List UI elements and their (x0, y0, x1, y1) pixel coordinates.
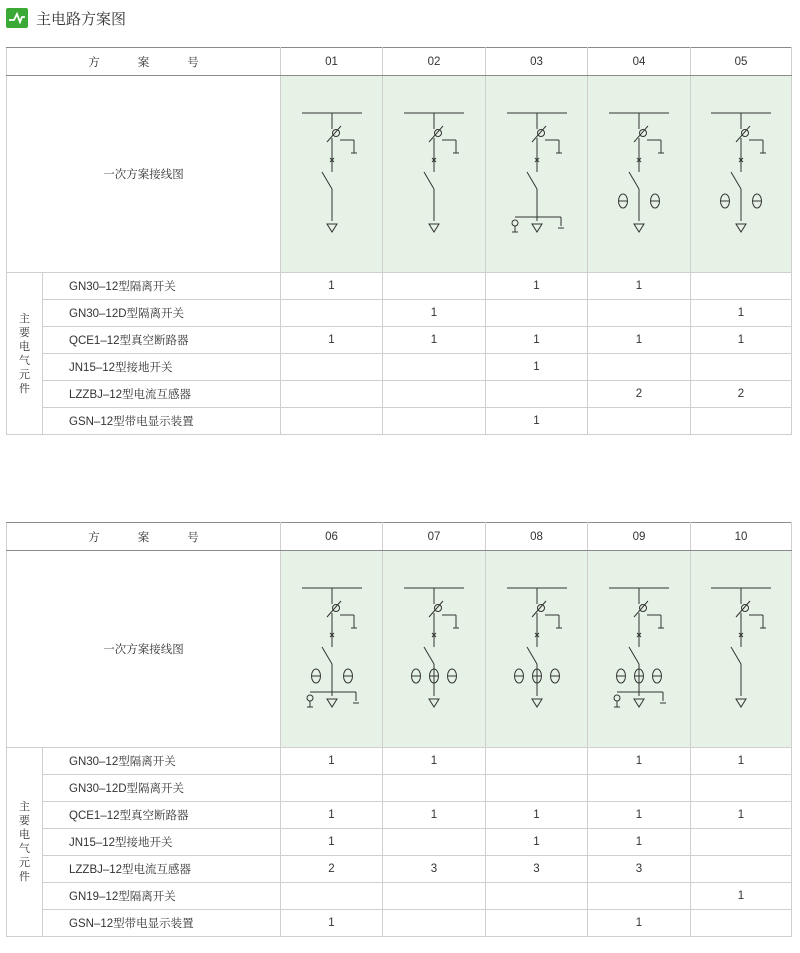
group-label-char: 件 (19, 871, 30, 883)
component-group-label (7, 273, 43, 435)
component-qty: 1 (383, 802, 486, 829)
component-qty (691, 273, 792, 300)
component-qty (486, 300, 588, 327)
wiring-diagram-cell (486, 551, 588, 748)
group-label-char: 气 (19, 843, 30, 855)
label-char: 号 (187, 56, 237, 69)
group-label-char: 气 (19, 354, 30, 367)
label-char: 号 (187, 531, 237, 544)
component-qty: 1 (281, 802, 383, 829)
group-label-char: 电 (19, 340, 30, 353)
component-row (7, 775, 792, 802)
component-qty: 2 (691, 381, 792, 408)
scheme-number-label-text (88, 57, 237, 69)
component-qty (281, 775, 383, 802)
diagram-row (7, 76, 792, 273)
component-qty: 1 (691, 748, 792, 775)
wiring-diagram (589, 551, 689, 741)
component-qty (588, 775, 691, 802)
scheme-header-row (7, 523, 792, 551)
component-qty (383, 910, 486, 937)
scheme-number-label (7, 48, 281, 76)
diagram-row-label: 一次方案接线图 (7, 76, 281, 273)
component-qty: 1 (383, 300, 486, 327)
component-name: GN30–12型隔离开关 (43, 748, 281, 775)
wiring-diagram (691, 551, 791, 741)
diagram-row-label: 一次方案接线图 (7, 551, 281, 748)
component-qty: 1 (588, 802, 691, 829)
group-label-char: 电 (19, 829, 30, 841)
cable-end-icon (327, 224, 337, 232)
breaker-contact-icon (742, 605, 749, 612)
component-qty (383, 883, 486, 910)
wiring-diagram (691, 76, 791, 266)
group-label-char: 元 (19, 857, 30, 869)
label-char: 方 (88, 56, 138, 69)
component-name: LZZBJ–12型电流互感器 (43, 856, 281, 883)
isolator-blade-line (731, 647, 741, 664)
breaker-contact-icon (742, 130, 749, 137)
cable-end-icon (429, 699, 439, 707)
component-qty: 1 (588, 829, 691, 856)
breaker-contact-icon (537, 605, 544, 612)
scheme-table-1 (6, 47, 792, 435)
component-name: GN30–12D型隔离开关 (43, 775, 281, 802)
cable-end-icon (736, 699, 746, 707)
component-qty: 1 (486, 802, 588, 829)
component-row (7, 408, 792, 435)
component-row (7, 354, 792, 381)
component-qty (588, 883, 691, 910)
scheme-number: 03 (486, 48, 588, 76)
component-qty: 1 (486, 829, 588, 856)
scheme-header-row (7, 48, 792, 76)
component-qty: 1 (281, 327, 383, 354)
group-label-char: 主 (19, 801, 30, 813)
component-qty: 3 (383, 856, 486, 883)
component-row (7, 802, 792, 829)
wiring-diagram (282, 76, 382, 266)
cable-end-icon (327, 699, 337, 707)
page-header (6, 7, 126, 29)
component-qty: 3 (486, 856, 588, 883)
component-qty: 1 (281, 273, 383, 300)
component-qty (588, 300, 691, 327)
cable-end-icon (634, 224, 644, 232)
component-row (7, 381, 792, 408)
component-name: GN30–12D型隔离开关 (43, 300, 281, 327)
isolator-blade-line (629, 647, 639, 664)
group-label-char: 主 (19, 312, 30, 325)
component-qty: 1 (691, 300, 792, 327)
component-qty (383, 273, 486, 300)
component-qty (486, 883, 588, 910)
component-qty (281, 354, 383, 381)
breaker-contact-icon (435, 130, 442, 137)
component-qty: 3 (588, 856, 691, 883)
component-row (7, 327, 792, 354)
component-name: GSN–12型带电显示装置 (43, 408, 281, 435)
component-qty: 1 (588, 910, 691, 937)
scheme-number-label-text (88, 532, 237, 544)
component-qty: 1 (281, 829, 383, 856)
component-name: JN15–12型接地开关 (43, 829, 281, 856)
cable-end-icon (736, 224, 746, 232)
component-qty (691, 408, 792, 435)
wiring-diagram (384, 551, 484, 741)
wiring-diagram (487, 551, 587, 741)
component-qty: 1 (588, 327, 691, 354)
live-display-icon (512, 220, 518, 226)
isolator-blade-line (424, 647, 434, 664)
label-char: 方 (88, 531, 138, 544)
component-qty (383, 354, 486, 381)
wiring-diagram (384, 76, 484, 266)
component-qty (486, 775, 588, 802)
wiring-diagram-cell (281, 76, 383, 273)
component-qty (588, 408, 691, 435)
group-label-char: 元 (19, 368, 30, 381)
isolator-blade-line (424, 172, 434, 189)
component-qty: 1 (281, 910, 383, 937)
live-display-icon (614, 695, 620, 701)
component-qty: 1 (486, 327, 588, 354)
wiring-diagram-cell (486, 76, 588, 273)
component-qty: 1 (691, 883, 792, 910)
breaker-contact-icon (332, 605, 339, 612)
breaker-contact-icon (537, 130, 544, 137)
diagram-row (7, 551, 792, 748)
isolator-blade-line (322, 647, 332, 664)
wiring-diagram (589, 76, 689, 266)
component-qty: 1 (486, 408, 588, 435)
component-qty: 1 (281, 748, 383, 775)
component-qty: 2 (281, 856, 383, 883)
cable-end-icon (532, 699, 542, 707)
isolator-blade-line (527, 172, 537, 189)
component-row (7, 910, 792, 937)
component-qty: 1 (486, 354, 588, 381)
component-row (7, 829, 792, 856)
component-row (7, 273, 792, 300)
component-qty: 1 (691, 327, 792, 354)
wiring-diagram-cell (281, 551, 383, 748)
breaker-contact-icon (332, 130, 339, 137)
component-name: GN30–12型隔离开关 (43, 273, 281, 300)
component-qty (691, 910, 792, 937)
group-label-char: 要 (19, 815, 30, 827)
component-qty: 1 (588, 748, 691, 775)
component-qty (691, 856, 792, 883)
scheme-number: 05 (691, 48, 792, 76)
scheme-number: 02 (383, 48, 486, 76)
brand-logo-icon (6, 8, 28, 28)
scheme-number: 04 (588, 48, 691, 76)
component-qty (486, 748, 588, 775)
component-qty (281, 883, 383, 910)
component-name: QCE1–12型真空断路器 (43, 327, 281, 354)
isolator-blade-line (527, 647, 537, 664)
label-char: 案 (137, 531, 188, 544)
component-name: GN19–12型隔离开关 (43, 883, 281, 910)
breaker-contact-icon (640, 605, 647, 612)
component-qty (281, 300, 383, 327)
component-qty (383, 829, 486, 856)
wiring-diagram (282, 551, 382, 741)
component-qty (486, 910, 588, 937)
component-group-label (7, 748, 43, 937)
component-name: QCE1–12型真空断路器 (43, 802, 281, 829)
isolator-blade-line (731, 172, 741, 189)
scheme-number-label (7, 523, 281, 551)
wiring-diagram-cell (588, 76, 691, 273)
component-qty: 1 (383, 327, 486, 354)
component-row (7, 748, 792, 775)
cable-end-icon (634, 699, 644, 707)
component-qty (691, 829, 792, 856)
page-title: 主电路方案图 (36, 9, 127, 28)
component-qty (383, 408, 486, 435)
component-qty (281, 408, 383, 435)
wiring-diagram-cell (383, 551, 486, 748)
label-char: 案 (137, 56, 188, 69)
isolator-blade-line (322, 172, 332, 189)
component-qty (691, 354, 792, 381)
cable-end-icon (532, 224, 542, 232)
wiring-diagram-cell (691, 551, 792, 748)
component-row (7, 300, 792, 327)
wiring-diagram-cell (588, 551, 691, 748)
scheme-number: 06 (281, 523, 383, 551)
component-qty (383, 775, 486, 802)
component-qty: 1 (588, 273, 691, 300)
cable-end-icon (429, 224, 439, 232)
component-qty (691, 775, 792, 802)
component-qty: 1 (486, 273, 588, 300)
component-qty (588, 354, 691, 381)
scheme-number: 08 (486, 523, 588, 551)
component-qty: 1 (691, 802, 792, 829)
component-qty: 1 (383, 748, 486, 775)
breaker-contact-icon (640, 130, 647, 137)
isolator-blade-line (629, 172, 639, 189)
scheme-number: 09 (588, 523, 691, 551)
component-name: JN15–12型接地开关 (43, 354, 281, 381)
group-label-char: 件 (19, 382, 30, 395)
component-row (7, 856, 792, 883)
component-name: GSN–12型带电显示装置 (43, 910, 281, 937)
scheme-number: 01 (281, 48, 383, 76)
component-qty (383, 381, 486, 408)
live-display-icon (307, 695, 313, 701)
group-label-char: 要 (19, 326, 30, 339)
wiring-diagram-cell (691, 76, 792, 273)
breaker-contact-icon (435, 605, 442, 612)
scheme-number: 10 (691, 523, 792, 551)
component-name: LZZBJ–12型电流互感器 (43, 381, 281, 408)
component-row (7, 883, 792, 910)
wiring-diagram-cell (383, 76, 486, 273)
wiring-diagram (487, 76, 587, 266)
scheme-number: 07 (383, 523, 486, 551)
scheme-table-2 (6, 522, 792, 937)
component-qty: 2 (588, 381, 691, 408)
component-qty (486, 381, 588, 408)
component-qty (281, 381, 383, 408)
